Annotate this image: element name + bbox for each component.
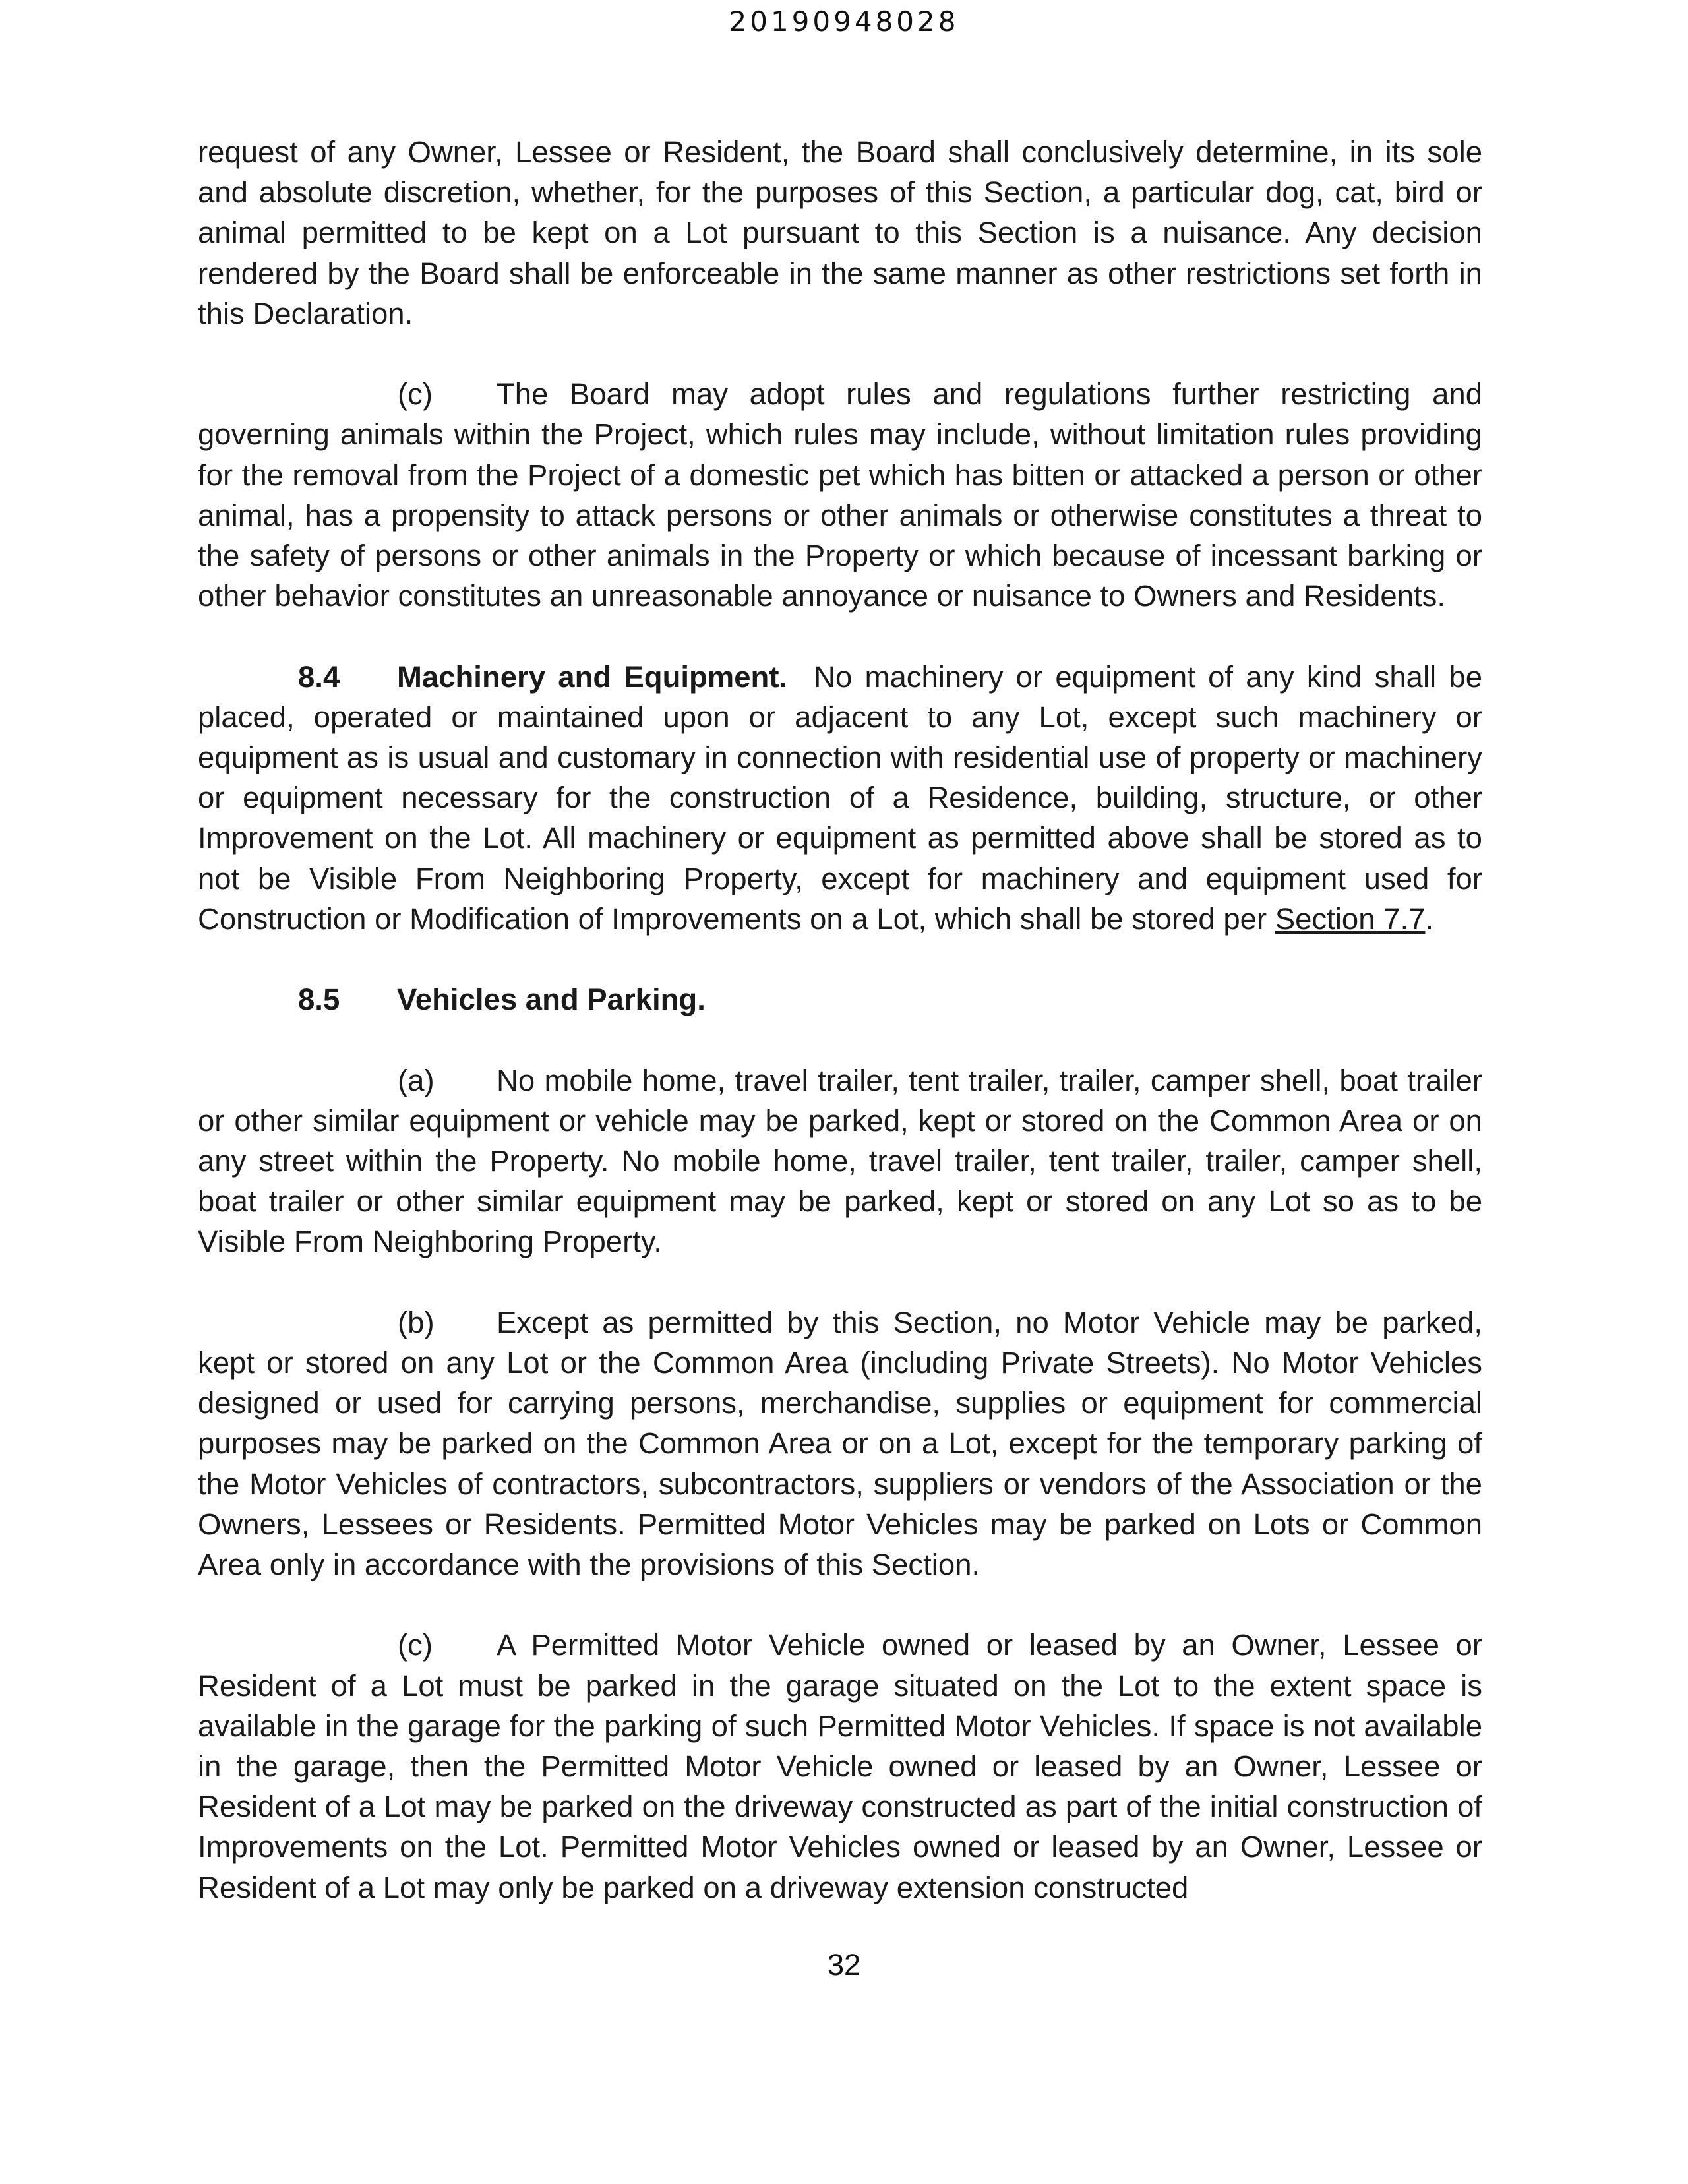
section-8-4 [198, 657, 1482, 939]
document-number: 20190948028 [729, 5, 959, 38]
paragraph-text: A Permitted Motor Vehicle owned or leased by an Owner, Lessee or Resident of a Lot must be parked in the garage situated on the Lot to the extent space is available in the garage for the parking of such Permitted Motor Vehicles. If space is not available in the garage, then the Permitted Motor Vehicle owned or leased by an Owner, Lessee or Resident of a Lot may be parked on the driveway constructed as part of the initial construction of Improvements on the Lot. Permitted Motor Vehicles owned or leased by an Owner, Lessee or Resident of a Lot may only be parked on a driveway extension constructed [198, 1628, 1482, 1904]
paragraph-text: No mobile home, travel trailer, tent trailer, trailer, camper shell, boat trailer or other similar equipment or vehicle may be parked, kept or stored on the Common Area or on any street within the Property. No mobile home, travel trailer, tent trailer, trailer, camper shell, boat trailer or other similar equipment may be parked, kept or stored on any Lot so as to be Visible From Neighboring Property. [198, 1063, 1482, 1259]
paragraph-text: No machinery or equipment of any kind shall be placed, operated or maintained upon or adjacent to any Lot, except such machinery or equipment as is usual and customary in connection with residential use of property or machinery or equipment necessary for the construction of a Residence, building, structure, or other Improvement on the Lot. All machinery or equipment as permitted above shall be stored as to not be Visible From Neighboring Property, except for machinery and equipment used for Construction or Modification of Improvements on a Lot, which shall be stored per [198, 659, 1483, 936]
section-reference-link: Section 7.7 [1275, 901, 1426, 936]
section-number: 8.5 [298, 983, 340, 1017]
page-number: 32 [827, 1948, 861, 1982]
paragraph-text: request of any Owner, Lessee or Resident, the Board shall conclusively determine, in its sole and absolute discretion, whether, for the purposes of this Section, a particular dog, cat, bird or animal permitted to be kept on a Lot pursuant to this Section is a nuisance. Any decision rendered by the Board shall be enforceable in the same manner as other restrictions set forth in this Declaration. [198, 135, 1482, 330]
subsection-b-motor-vehicles [198, 1302, 1482, 1585]
subsection-a-trailers [198, 1060, 1482, 1262]
paragraph-continuation [198, 132, 1482, 334]
document-page [198, 132, 1482, 1908]
section-title: Vehicles and Parking. [397, 983, 706, 1017]
subsection-label: (b) [398, 1305, 435, 1339]
sentence-end: . [1425, 901, 1434, 936]
subsection-label: (a) [398, 1063, 435, 1097]
paragraph-text: The Board may adopt rules and regulations further restricting and governing animals within the Project, which rules may include, without limitation rules providing for the removal from the Project of a domestic pet which has bitten or attacked a person or other animal, has a propensity to attack persons or other animals or otherwise constitutes a threat to the safety of persons or other animals in the Property or which because of incessant barking or other behavior constitutes an unreasonable annoyance or nuisance to Owners and Residents. [198, 377, 1482, 613]
subsection-label: (c) [398, 1628, 433, 1662]
section-title: Machinery and Equipment. [397, 659, 788, 694]
subsection-label: (c) [398, 377, 433, 411]
section-8-5-heading [198, 979, 1482, 1019]
subsection-c-parking [198, 1625, 1482, 1907]
section-number: 8.4 [298, 659, 340, 694]
subsection-c-animals [198, 374, 1482, 616]
paragraph-text: Except as permitted by this Section, no Motor Vehicle may be parked, kept or stored on any Lot or the Common Area (including Private Streets). No Motor Vehicles designed or used for carrying persons, merchandise, supplies or equipment for commercial purposes may be parked on the Common Area or on a Lot, except for the temporary parking of the Motor Vehicles of contractors, subcontractors, suppliers or vendors of the Association or the Owners, Lessees or Residents. Permitted Motor Vehicles may be parked on Lots or Common Area only in accordance with the provisions of this Section. [198, 1305, 1482, 1582]
